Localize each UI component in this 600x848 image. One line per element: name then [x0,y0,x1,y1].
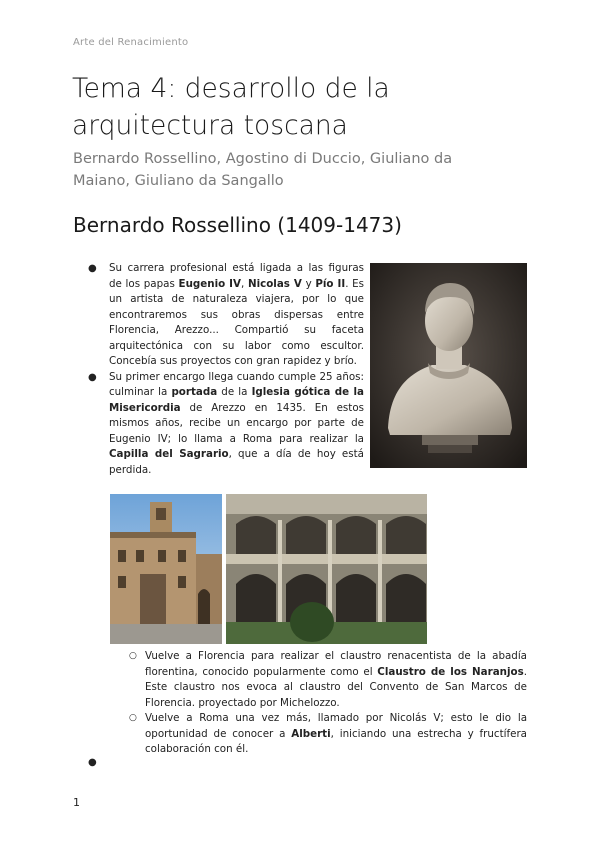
page-title: Tema 4: desarrollo de la arquitectura toscana [72,73,390,141]
page-number: 1 [73,796,80,809]
empty-bullet: ● [88,757,97,768]
cloister-photo [226,494,427,644]
sub-bullet-circle: ○ [129,651,137,661]
page-subtitle: Bernardo Rossellino, Agostino di Duccio, Giuliano da Maiano, Giuliano da Sangallo [73,151,453,189]
section-heading: Bernardo Rossellino (1409-1473) [73,213,402,237]
bullet-dot: ● [88,371,97,383]
bullet-list [88,261,364,478]
list-item: ● Su carrera profesional está ligada a las figuras de los papas Eugenio IV, Nicolas V y Pío II. Es un artista de naturaleza viajera, por lo que encontraremos sus obras dispersas entre Florencia, Arezzo... Compartió su faceta arquitectónica con su labor como escultor. Concebía sus proyectos con gran rapidez y brío. [88,262,365,367]
list-item: ● Su primer encargo llega cuando cumple 25 años: culminar la portada de la Iglesia gótica de la Misericordia de Arezzo en 1435. En estos mismos años, recibe un encargo por parte de Eugenio IV; lo llama a Roma para realizar la Capilla del Sagrario, que a día de hoy está perdida. [88,370,364,476]
sub-list-item: ○ Vuelve a Roma una vez más, llamado por Nicolás V; esto le dio la oportunidad de conocer a Alberti, iniciando una estrecha y fructífera colaboración con él. [129,712,527,755]
sub-list-item: ○ Vuelve a Florencia para realizar el claustro renacentista de la abadía florentina, conocido popularmente como el Claustro de los Naranjos. Este claustro nos evoca al claustro del Convento de San Marcos de Florencia. proyectado por Michelozzo. [129,650,527,709]
facade-photo [110,494,222,644]
running-header: Arte del Renacimiento [73,37,189,48]
bust-photo [370,263,527,468]
bullet-dot: ● [88,263,97,274]
sub-bullet-circle: ○ [129,713,137,723]
